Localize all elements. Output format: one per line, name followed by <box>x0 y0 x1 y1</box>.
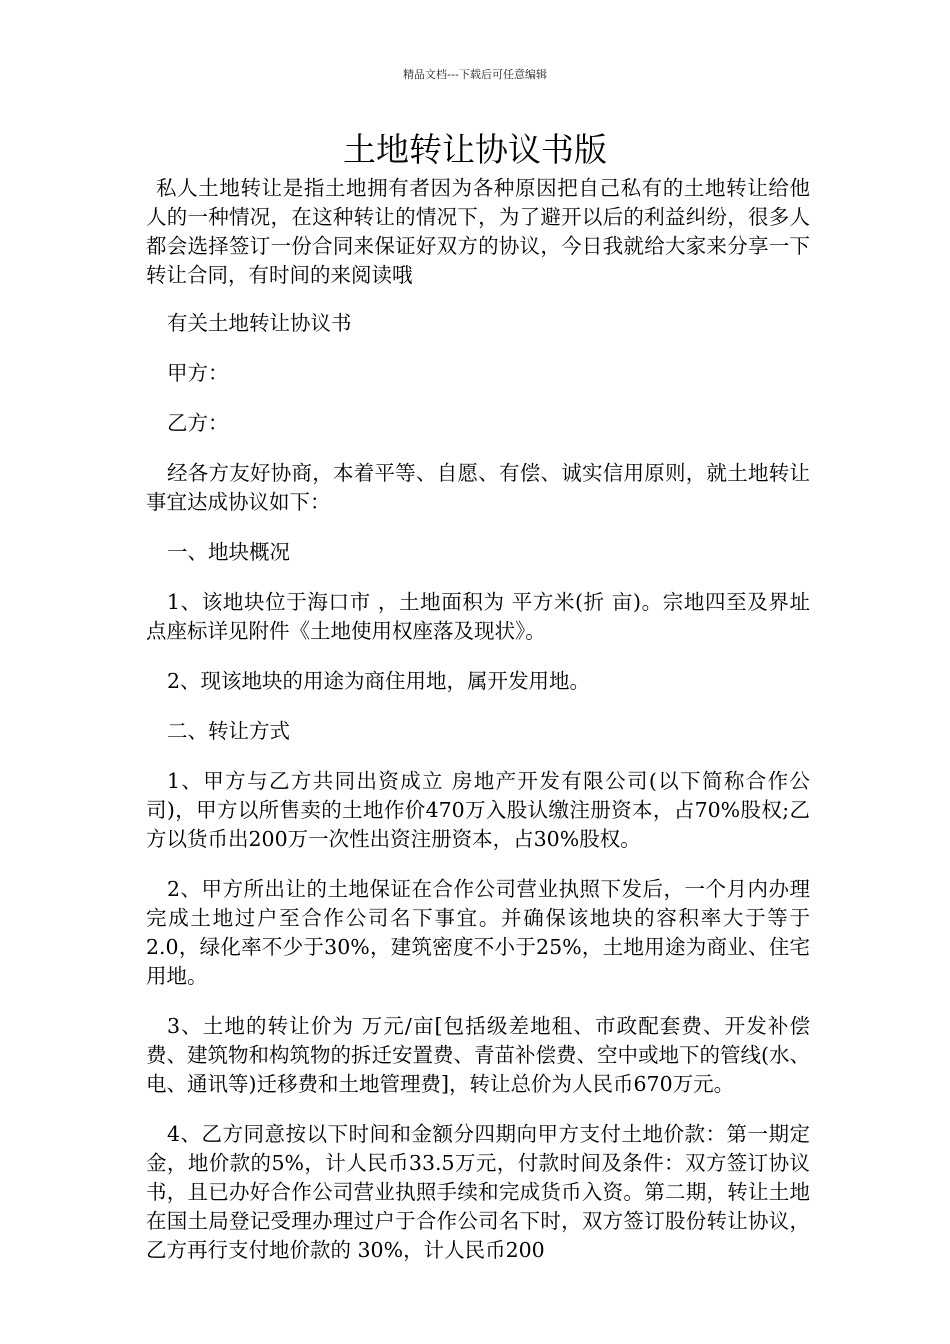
paragraph-party-b: 乙方： <box>167 411 229 435</box>
paragraph-clause-2-1: 1、甲方与乙方共同出资成立 房地产开发有限公司(以下简称合作公司)，甲方以所售卖的土地作价470万入股认缴注册资本，占70%股权;乙方以货币出200万一次性出资注册资本，占30%股权。 <box>146 769 810 851</box>
paragraph-clause-2-4: 4、乙方同意按以下时间和金额分四期向甲方支付土地价款：第一期定金，地价款的5%，计人民币33.5万元，付款时间及条件：双方签订协议书，且已办好合作公司营业执照手续和完成货币入资。第二期，转让土地在国土局登记受理办理过户于合作公司名下时，双方签订股份转让协议，乙方再行支付地价款的 30%，计人民币200 <box>146 1122 810 1262</box>
paragraph-clause-2-3: 3、土地的转让价为 万元/亩[包括级差地租、市政配套费、开发补偿费、建筑物和构筑物的拆迁安置费、青苗补偿费、空中或地下的管线(水、电、通讯等)迁移费和土地管理费]，转让总价为人民币670万元。 <box>146 1014 810 1096</box>
section-heading-transfer-method: 二、转让方式 <box>167 719 290 743</box>
paragraph-agreement-heading: 有关土地转让协议书 <box>167 311 352 335</box>
document-title: 土地转让协议书版 <box>343 130 607 169</box>
paragraph-clause-1-1: 1、该地块位于海口市 ，土地面积为 平方米(折 亩)。宗地四至及界址点座标详见附件《土地使用权座落及现状》。 <box>146 590 810 643</box>
paragraph-party-a: 甲方： <box>167 361 229 385</box>
paragraph-clause-1-2: 2、现该地块的用途为商住用地，属开发用地。 <box>167 669 591 693</box>
intro-paragraph: 私人土地转让是指土地拥有者因为各种原因把自己私有的土地转让给他人的一种情况，在这种转让的情况下，为了避开以后的利益纠纷，很多人都会选择签订一份合同来保证好双方的协议，今日我就给大家来分享一下转让合同，有时间的来阅读哦 <box>146 176 810 287</box>
paragraph-clause-2-2: 2、甲方所出让的土地保证在合作公司营业执照下发后，一个月内办理完成土地过户至合作公司名下事宜。并确保该地块的容积率大于等于2.0，绿化率不少于30%，建筑密度不小于25%，土地用途为商业、住宅用地。 <box>146 877 810 988</box>
paragraph-preamble: 经各方友好协商，本着平等、自愿、有偿、诚实信用原则，就土地转让事宜达成协议如下： <box>146 461 810 514</box>
page-header: 精品文档---下载后可任意编辑 <box>403 68 547 81</box>
document-body <box>146 174 810 1265</box>
section-heading-land-overview: 一、地块概况 <box>167 540 290 564</box>
